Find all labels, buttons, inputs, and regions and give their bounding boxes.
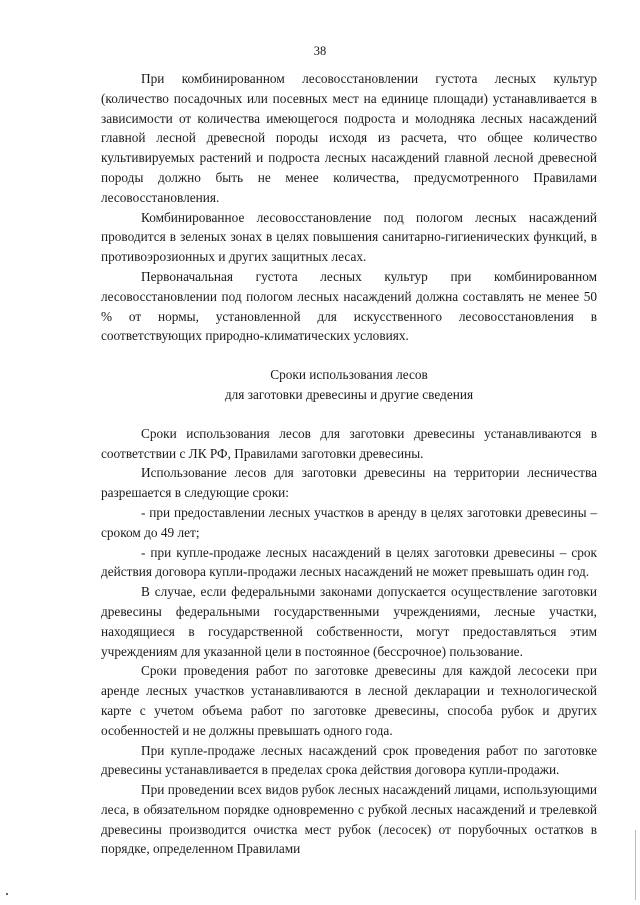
list-item: - при купле-продаже лесных насаждений в целях заготовки древесины – срок действия договора купли-продажи лесных насаждений не может превышать один год. <box>101 544 597 580</box>
paragraph: В случае, если федеральными законами допускается осуществление заготовки древесины федеральными государственными учреждениями, лесные участки, находящиеся в государственной собственности, могут предоставляться этим учреждениям для указанной цели в постоянное (бессрочное) пользование. <box>101 584 597 659</box>
section-heading-line: Сроки использования лесов <box>270 367 428 383</box>
paragraph: При купле-продаже лесных насаждений срок проведения работ по заготовке древесины устанавливается в пределах срока действия договора купли-продажи. <box>101 742 597 778</box>
paragraph: Использование лесов для заготовки древесины на территории лесничества разрешается в следующие сроки: <box>101 465 597 501</box>
paragraph: Первоначальная густота лесных культур при комбинированном лесовосстановлении под пологом лесных насаждений должна составлять не менее 50 % от нормы, установленной для искусственного лесовосстановления в соответствующих природно-климатических условиях. <box>101 268 597 344</box>
list-item: - при предоставлении лесных участков в аренду в целях заготовки древесины – сроком до 49 лет; <box>101 504 597 540</box>
paragraph: Сроки проведения работ по заготовке древесины для каждой лесосеки при аренде лесных участков устанавливаются в лесной декларации и технологической карте с учетом объема работ по заготовке древесины, способа рубок и других особенностей и не должны превышать одного года. <box>101 663 597 738</box>
paragraph: При комбинированном лесовосстановлении густота лесных культур (количество посадочных или посевных мест на единице площади) устанавливается в зависимости от количества имеющегося подроста и молодняка лесных насаждений главной лесной древесной породы исходя из расчета, что общее количество культивируемых растений и подроста лесных насаждений главной лесной древесной породы должно быть не менее количества, предусмотренного Правилами лесовосстановления. <box>101 71 597 205</box>
section-heading-line: для заготовки древесины и другие сведения <box>224 386 474 402</box>
paragraph: При проведении всех видов рубок лесных насаждений лицами, использующими леса, в обязательном порядке одновременно с рубкой лесных насаждений и трелевкой древесины производится очистка мест рубок (лесосек) от порубочных остатков в порядке, определенном Правилами <box>101 782 597 857</box>
paragraph: Сроки использования лесов для заготовки древесины устанавливаются в соответствии с ЛК РФ, Правилами заготовки древесины. <box>101 425 597 461</box>
section-heading <box>101 365 597 405</box>
document-body <box>101 69 597 859</box>
paragraph: Комбинированное лесовосстановление под пологом лесных насаждений проводится в зеленых зонах в целях повышения санитарно-гигиенических функций, в противоэрозионных и других защитных лесах. <box>101 209 597 265</box>
page-number: 38 <box>313 44 327 58</box>
scan-edge <box>635 830 636 900</box>
scan-mark <box>6 893 8 895</box>
